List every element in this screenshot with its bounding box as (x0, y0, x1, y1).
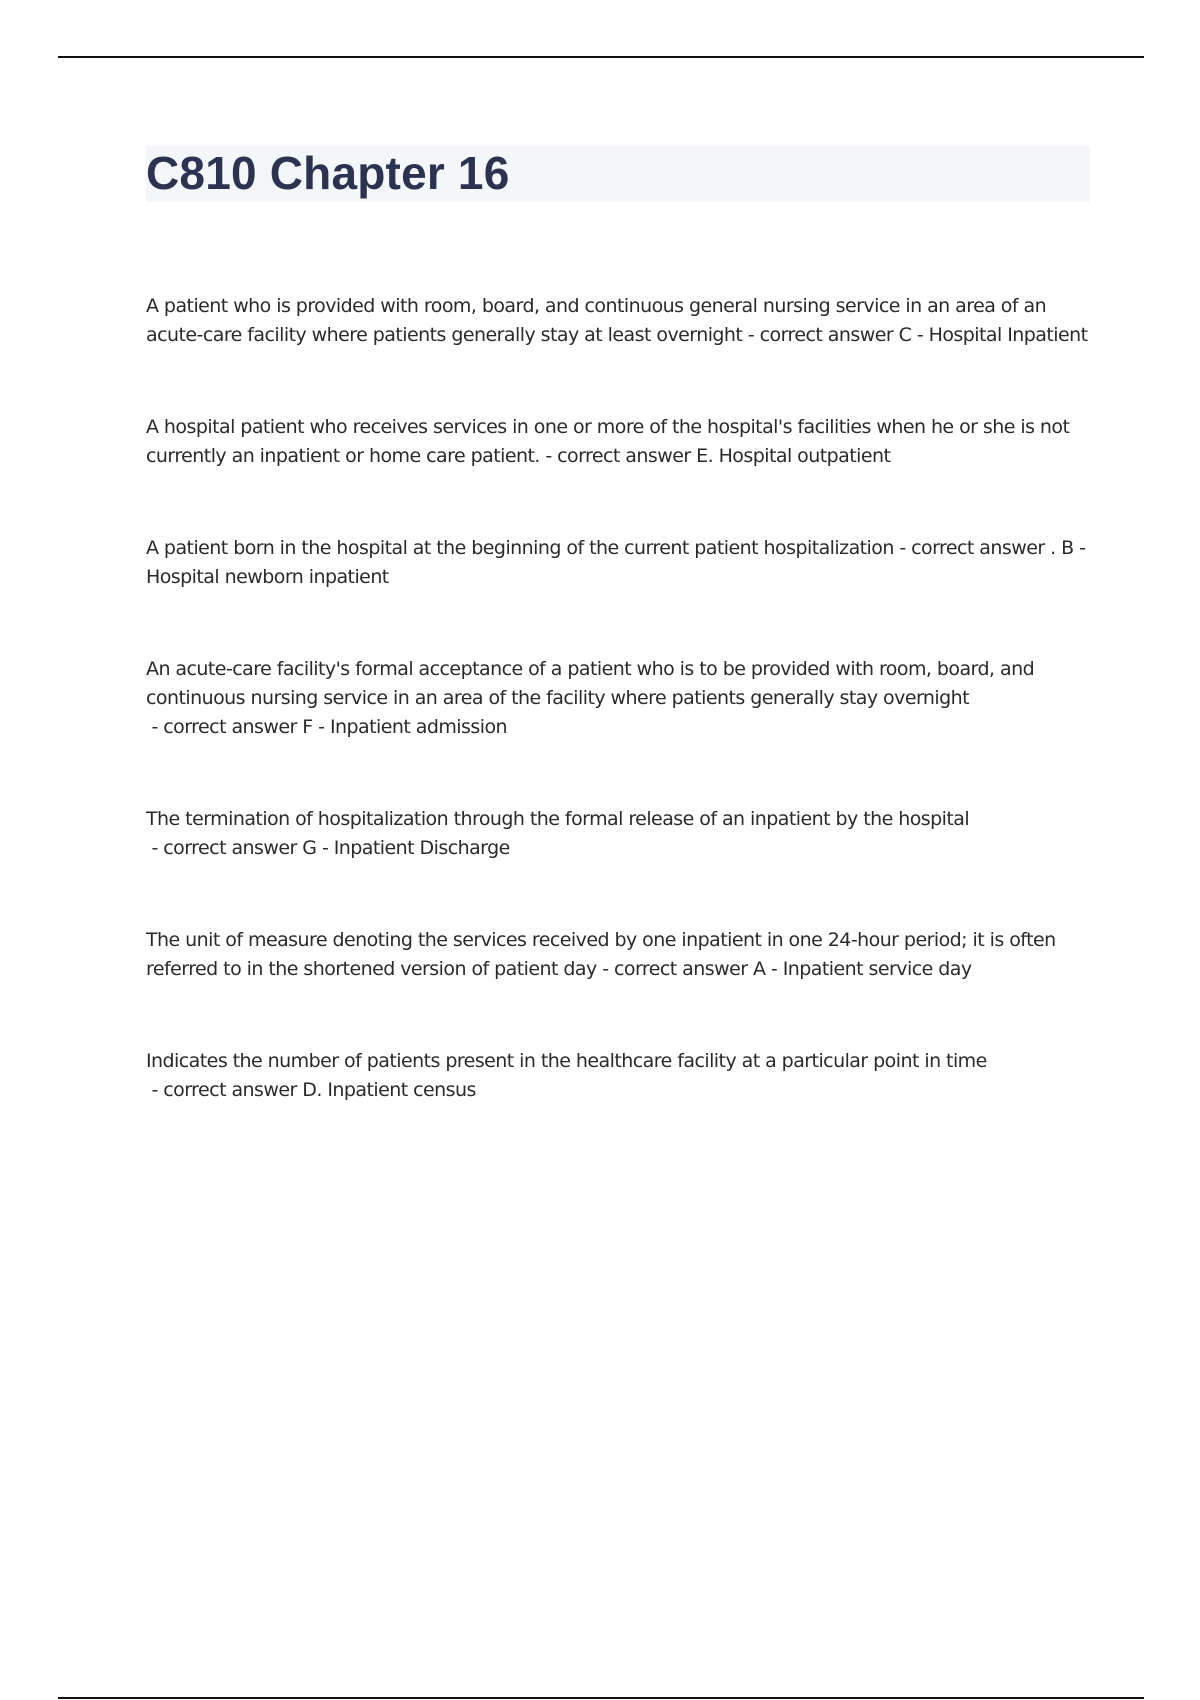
entry-question: A patient who is provided with room, board, and continuous general nursing service in an area of an acute-care facility where patients generally stay at least overnight (146, 295, 1047, 346)
entry-separator: - correct answer (596, 958, 753, 980)
entry-answer: F - Inpatient admission (302, 716, 508, 738)
entry-1 (146, 292, 1090, 350)
entry-question: Indicates the number of patients present in the healthcare facility at a particular point in time (146, 1050, 987, 1072)
entry-separator: - correct answer (146, 1079, 303, 1101)
entry-7 (146, 1047, 1090, 1105)
entry-separator: - correct answer (146, 837, 303, 859)
entry-separator: - correct answer (146, 716, 303, 738)
entry-answer: D. Inpatient census (302, 1079, 476, 1101)
entry-4 (146, 655, 1090, 742)
entry-question: An acute-care facility's formal acceptance of a patient who is to be provided with room, board, and continuous nursing service in an area of the facility where patients generally stay overnight (146, 658, 1035, 709)
entry-question: The termination of hospitalization through the formal release of an inpatient by the hospital (146, 808, 970, 830)
entry-6 (146, 926, 1090, 984)
entry-answer: A - Inpatient service day (752, 958, 972, 980)
entry-question: A patient born in the hospital at the beginning of the current patient hospitalization (146, 537, 894, 559)
entry-2 (146, 413, 1090, 471)
entry-question: A hospital patient who receives services in one or more of the hospital's facilities when he or she is not currently an inpatient or home care patient. (146, 416, 1070, 467)
bottom-rule (58, 1697, 1144, 1699)
document-title: C810 Chapter 16 (146, 147, 510, 199)
entry-answer: . B - Hospital newborn inpatient (146, 537, 1086, 588)
entry-3 (146, 534, 1090, 592)
entry-answer: E. Hospital outpatient (696, 445, 891, 467)
entry-separator: - correct answer (539, 445, 697, 467)
entry-answer: G - Inpatient Discharge (302, 837, 510, 859)
entry-answer: C - Hospital Inpatient (898, 324, 1088, 346)
entry-separator: - correct answer (893, 537, 1051, 559)
entry-separator: - correct answer (742, 324, 899, 346)
top-rule (58, 56, 1144, 58)
entry-question: The unit of measure denoting the services received by one inpatient in one 24-hour period; it is often referred to in the shortened version of patient day (146, 929, 1056, 980)
entry-5 (146, 805, 1090, 863)
entry-list (146, 292, 1090, 1105)
